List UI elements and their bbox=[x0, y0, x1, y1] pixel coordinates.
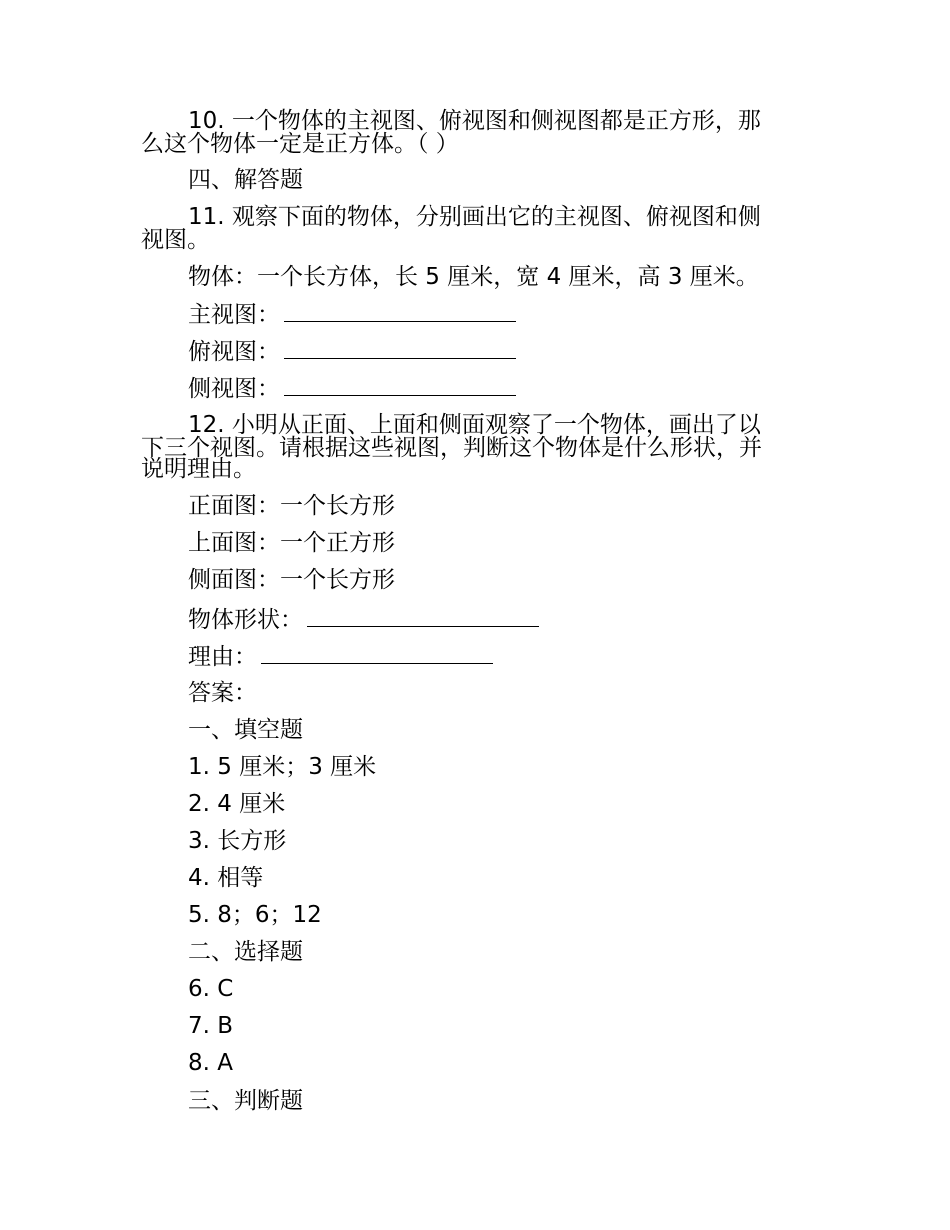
q12-front-view: 正面图：一个长方形 bbox=[188, 493, 395, 519]
q12-top-view: 上面图：一个正方形 bbox=[188, 530, 395, 556]
answer-2: 2. 4 厘米 bbox=[188, 791, 286, 817]
q11-top-row bbox=[188, 338, 516, 365]
q12-reason-row bbox=[188, 643, 493, 670]
q12-shape-blank[interactable] bbox=[307, 606, 539, 627]
answer-4: 4. 相等 bbox=[188, 865, 264, 891]
q11-side-blank[interactable] bbox=[284, 375, 516, 396]
q12-line2: 下三个视图。请根据这些视图，判断这个物体是什么形状，并 bbox=[141, 435, 762, 461]
q11-front-row bbox=[188, 301, 516, 328]
q11-top-blank[interactable] bbox=[284, 338, 516, 359]
q10-line1: 10. 一个物体的主视图、俯视图和侧视图都是正方形，那 bbox=[188, 108, 761, 134]
q12-shape-label: 物体形状： bbox=[188, 607, 303, 633]
q11-front-blank[interactable] bbox=[284, 301, 516, 322]
q11-line1: 11. 观察下面的物体，分别画出它的主视图、俯视图和侧 bbox=[188, 204, 761, 230]
section4-title: 四、解答题 bbox=[188, 167, 303, 193]
answers-section1-title: 一、填空题 bbox=[188, 717, 303, 743]
q12-reason-blank[interactable] bbox=[261, 643, 493, 664]
answers-section3-title: 三、判断题 bbox=[188, 1088, 303, 1114]
q11-side-label: 侧视图： bbox=[188, 376, 280, 402]
answer-3: 3. 长方形 bbox=[188, 828, 287, 854]
q11-top-label: 俯视图： bbox=[188, 339, 280, 365]
q12-reason-label: 理由： bbox=[188, 644, 257, 670]
q11-front-label: 主视图： bbox=[188, 302, 280, 328]
q12-side-view: 侧面图：一个长方形 bbox=[188, 567, 395, 593]
q10-line2: 么这个物体一定是正方体。（ ） bbox=[141, 131, 459, 157]
answer-7: 7. B bbox=[188, 1013, 234, 1039]
q11-line2: 视图。 bbox=[141, 227, 210, 253]
answer-1: 1. 5 厘米；3 厘米 bbox=[188, 754, 377, 780]
q12-shape-row bbox=[188, 606, 539, 633]
answers-title: 答案： bbox=[188, 680, 257, 706]
q11-side-row bbox=[188, 375, 516, 402]
answer-6: 6. C bbox=[188, 976, 234, 1002]
q11-object-desc: 物体：一个长方体，长 5 厘米，宽 4 厘米，高 3 厘米。 bbox=[188, 264, 759, 290]
answer-8: 8. A bbox=[188, 1050, 233, 1076]
answers-section2-title: 二、选择题 bbox=[188, 939, 303, 965]
answer-5: 5. 8；6；12 bbox=[188, 902, 322, 928]
q12-line3: 说明理由。 bbox=[141, 456, 256, 482]
q12-line1: 12. 小明从正面、上面和侧面观察了一个物体，画出了以 bbox=[188, 412, 761, 438]
